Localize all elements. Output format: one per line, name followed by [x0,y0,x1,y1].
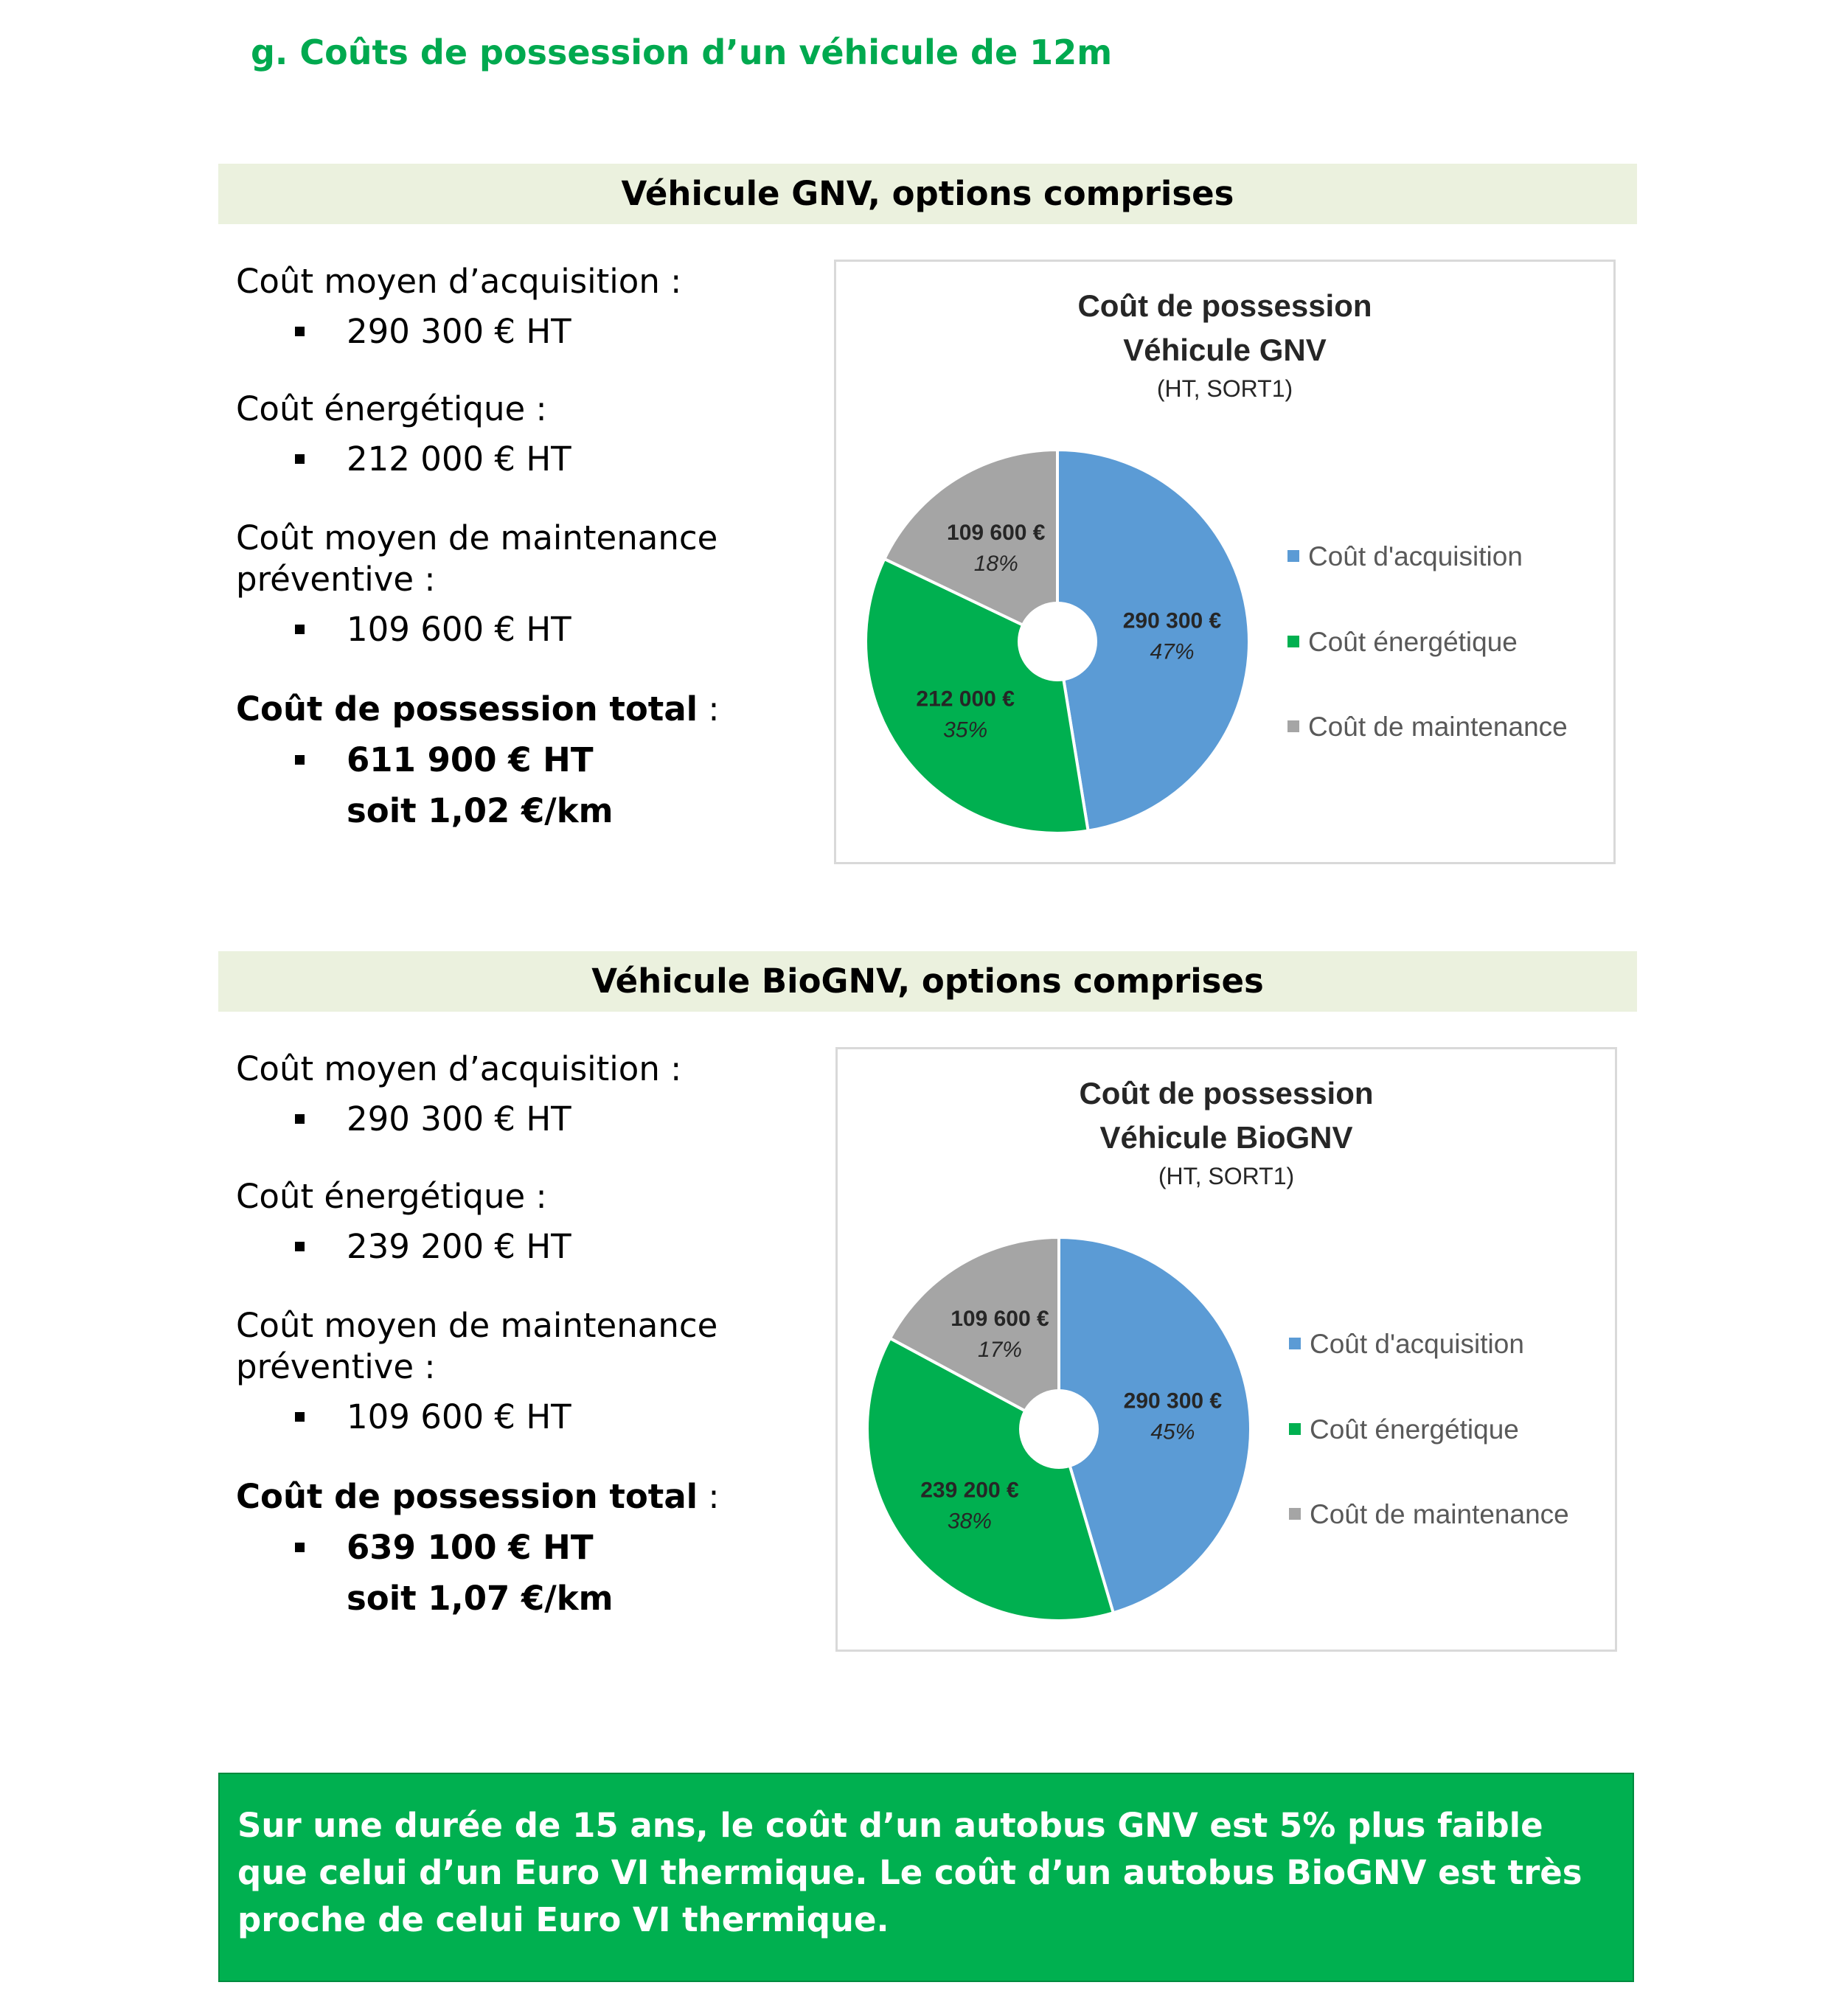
slice-percent-label: 18% [973,552,1018,577]
total-label: Coût de possession total [236,689,698,729]
legend-swatch-icon [1287,720,1299,732]
maintenance-label: Coût moyen de maintenance [236,518,718,557]
slice-percent-label: 45% [1150,1419,1195,1445]
total-colon: : [698,1477,720,1516]
chart-title-line1: Coût de possession [1079,1076,1374,1110]
slice-percent-label: 38% [947,1509,992,1534]
bullet-icon [295,1242,305,1251]
legend-swatch-icon [1289,1508,1301,1520]
maintenance-label-cont: préventive : [236,560,436,599]
legend-swatch-icon [1289,1423,1301,1435]
slice-value-label: 239 200 € [920,1478,1019,1503]
slice-value-label: 109 600 € [947,521,1046,546]
energy-value: 212 000 € HT [347,439,571,479]
chart-title-line2: Véhicule GNV [1123,333,1327,367]
section-band-gnv: Véhicule GNV, options comprises [218,164,1637,224]
conclusion-line: proche de celui Euro VI thermique. [237,1900,889,1939]
conclusion-box [218,1773,1634,1982]
cost-per-km: soit 1,07 €/km [347,1579,614,1618]
energy-label: Coût énergétique : [236,389,547,428]
legend-acquisition [1289,1329,1524,1359]
total-label: Coût de possession total [236,1477,698,1516]
legend-label: Coût énergétique [1310,1414,1519,1445]
legend-maintenance [1287,712,1568,742]
legend-acquisition [1287,542,1523,571]
legend-label: Coût de maintenance [1310,1499,1569,1529]
energy-label: Coût énergétique : [236,1177,547,1216]
maintenance-value: 109 600 € HT [347,610,571,649]
acquisition-label: Coût moyen d’acquisition : [236,1049,682,1088]
legend-label: Coût d'acquisition [1308,541,1523,571]
bullet-icon [295,1114,305,1124]
legend-swatch-icon [1287,636,1299,647]
chart-subtitle: (HT, SORT1) [1156,375,1293,402]
legend-swatch-icon [1289,1338,1301,1349]
slice-percent-label: 17% [977,1338,1022,1363]
legend-label: Coût d'acquisition [1310,1329,1524,1359]
bullet-icon [295,625,305,634]
energy-value: 239 200 € HT [347,1227,571,1266]
conclusion-line: que celui d’un Euro VI thermique. Le coût d’un autobus BioGNV est très [237,1853,1582,1892]
acquisition-label: Coût moyen d’acquisition : [236,262,682,301]
slice-value-label: 212 000 € [916,687,1015,712]
donut-hole [1019,1389,1099,1469]
cost-per-km: soit 1,02 €/km [347,791,614,830]
chart-title-line2: Véhicule BioGNV [1099,1120,1353,1155]
pie-chart-biognv [835,1047,1617,1652]
legend-swatch-icon [1287,550,1299,562]
total-value: 639 100 € HT [347,1528,594,1567]
bullet-icon [295,327,305,336]
total-colon: : [698,689,720,729]
slice-value-label: 290 300 € [1122,608,1222,633]
slice-value-label: 109 600 € [951,1307,1049,1332]
legend-energetique [1287,628,1518,657]
chart-title-line1: Coût de possession [1077,288,1372,323]
maintenance-value: 109 600 € HT [347,1397,571,1436]
section-band-biognv: Véhicule BioGNV, options comprises [218,951,1637,1012]
legend-energetique [1289,1415,1519,1445]
total-label-line [236,689,720,730]
pie-chart-gnv [834,260,1616,864]
slice-value-label: 290 300 € [1123,1388,1223,1414]
bullet-icon [295,755,305,765]
bullet-icon [295,1412,305,1422]
conclusion-line: Sur une durée de 15 ans, le coût d’un autobus GNV est 5% plus faible [237,1806,1543,1845]
acquisition-value: 290 300 € HT [347,312,571,351]
total-label-line [236,1476,720,1518]
legend-maintenance [1289,1500,1569,1529]
bullet-icon [295,1543,305,1552]
slice-percent-label: 47% [1150,639,1195,664]
acquisition-value: 290 300 € HT [347,1099,571,1139]
maintenance-label-cont: préventive : [236,1347,436,1386]
section-heading: g. Coûts de possession d’un véhicule de 12m [251,32,1113,72]
chart-subtitle: (HT, SORT1) [1158,1163,1295,1189]
donut-hole [1018,602,1097,681]
legend-label: Coût énergétique [1308,627,1518,657]
slice-percent-label: 35% [943,717,988,743]
total-value: 611 900 € HT [347,740,594,779]
legend-label: Coût de maintenance [1308,712,1568,742]
maintenance-label: Coût moyen de maintenance [236,1306,718,1345]
bullet-icon [295,454,305,464]
